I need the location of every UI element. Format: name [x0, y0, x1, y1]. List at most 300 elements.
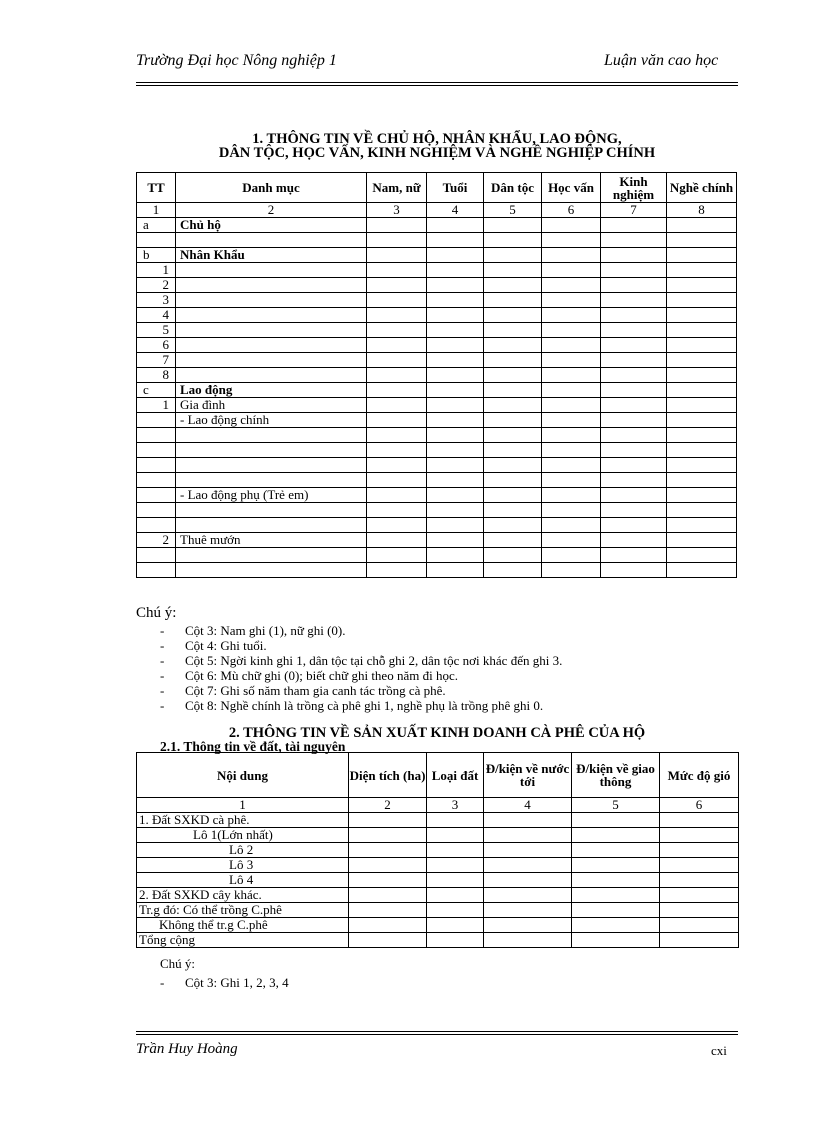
- table-cell[interactable]: [601, 263, 667, 278]
- table-cell[interactable]: [667, 368, 737, 383]
- note-item: [136, 653, 562, 668]
- note-text: Cột 4: Ghi tuổi.: [185, 638, 267, 653]
- notes1-title: Chú ý:: [136, 605, 177, 621]
- table-cell[interactable]: [667, 398, 737, 413]
- table-cell[interactable]: [660, 918, 739, 933]
- row-content: Tr.g đó: Có thể trồng C.phê: [137, 903, 349, 918]
- table-cell[interactable]: [484, 398, 542, 413]
- table-cell[interactable]: [484, 368, 542, 383]
- table-row: [137, 443, 737, 458]
- table-cell[interactable]: [484, 873, 572, 888]
- footer-page-number: cxi: [711, 1043, 727, 1058]
- table-cell[interactable]: [667, 503, 737, 518]
- table-cell[interactable]: [601, 473, 667, 488]
- table-cell[interactable]: [542, 323, 601, 338]
- table-row: [137, 368, 737, 383]
- row-tt: [137, 428, 176, 443]
- table-cell[interactable]: [601, 233, 667, 248]
- table-cell[interactable]: [601, 533, 667, 548]
- table-cell[interactable]: [667, 458, 737, 473]
- row-item: [176, 353, 367, 368]
- table-row: [137, 428, 737, 443]
- table-cell[interactable]: [367, 353, 427, 368]
- row-tt: 1: [137, 263, 176, 278]
- table-cell[interactable]: [601, 353, 667, 368]
- table-cell[interactable]: [601, 488, 667, 503]
- col-number: 3: [427, 798, 484, 813]
- table-cell[interactable]: [542, 503, 601, 518]
- table-cell[interactable]: [572, 873, 660, 888]
- col-number: 7: [601, 203, 667, 218]
- table-cell[interactable]: [542, 383, 601, 398]
- table-cell[interactable]: [542, 563, 601, 578]
- table-cell[interactable]: [427, 263, 484, 278]
- table-cell[interactable]: [349, 918, 427, 933]
- table-cell[interactable]: [367, 248, 427, 263]
- table-cell[interactable]: [484, 503, 542, 518]
- table-row: [137, 503, 737, 518]
- table-cell[interactable]: [367, 458, 427, 473]
- table-cell[interactable]: [367, 563, 427, 578]
- table-cell[interactable]: [667, 218, 737, 233]
- note-text: Cột 3: Ghi 1, 2, 3, 4: [185, 975, 289, 990]
- table-cell[interactable]: [667, 488, 737, 503]
- col-header: Danh mục: [176, 173, 367, 203]
- row-tt: c: [137, 383, 176, 398]
- row-item: [176, 338, 367, 353]
- row-tt: [137, 443, 176, 458]
- table-cell[interactable]: [367, 503, 427, 518]
- table-cell[interactable]: [427, 533, 484, 548]
- table-cell[interactable]: [367, 278, 427, 293]
- table-cell[interactable]: [601, 218, 667, 233]
- table-cell[interactable]: [484, 473, 542, 488]
- table-cell[interactable]: [667, 293, 737, 308]
- table-cell[interactable]: [427, 353, 484, 368]
- table-cell[interactable]: [427, 888, 484, 903]
- table-cell[interactable]: [484, 218, 542, 233]
- table-cell[interactable]: [484, 458, 542, 473]
- table-cell[interactable]: [484, 518, 542, 533]
- table-cell[interactable]: [542, 518, 601, 533]
- table-cell[interactable]: [660, 888, 739, 903]
- table-cell[interactable]: [367, 308, 427, 323]
- table-cell[interactable]: [367, 488, 427, 503]
- table-row: [137, 398, 737, 413]
- row-content: 2. Đất SXKD cây khác.: [137, 888, 349, 903]
- table-cell[interactable]: [427, 278, 484, 293]
- row-content: Lô 3: [137, 858, 349, 873]
- table-row: [137, 548, 737, 563]
- table-cell[interactable]: [601, 368, 667, 383]
- row-item: [176, 278, 367, 293]
- col-number: 6: [660, 798, 739, 813]
- table-cell[interactable]: [667, 308, 737, 323]
- row-item: [176, 293, 367, 308]
- table-cell[interactable]: [427, 873, 484, 888]
- note-text: Cột 6: Mù chữ ghi (0); biết chữ ghi theo năm đi học.: [185, 668, 458, 683]
- table-row: [137, 858, 739, 873]
- row-tt: [137, 458, 176, 473]
- table-cell[interactable]: [427, 383, 484, 398]
- table-cell[interactable]: [660, 933, 739, 948]
- table-cell[interactable]: [542, 473, 601, 488]
- row-item: [176, 458, 367, 473]
- table-cell[interactable]: [427, 548, 484, 563]
- row-item: - Lao động phụ (Trẻ em): [176, 488, 367, 503]
- table-row: [137, 458, 737, 473]
- table-cell[interactable]: [601, 413, 667, 428]
- table-cell[interactable]: [542, 533, 601, 548]
- table-cell[interactable]: [542, 248, 601, 263]
- table-cell[interactable]: [367, 548, 427, 563]
- land-info-table: [136, 752, 739, 948]
- table-cell[interactable]: [601, 548, 667, 563]
- section2-title: 2. THÔNG TIN VỀ SẢN XUẤT KINH DOANH CÀ PHÊ CỦA HỘ: [228, 725, 646, 741]
- table-row: [137, 918, 739, 933]
- table-cell[interactable]: [349, 813, 427, 828]
- row-item: [176, 563, 367, 578]
- table-cell[interactable]: [542, 458, 601, 473]
- table-cell[interactable]: [349, 828, 427, 843]
- row-tt: 2: [137, 533, 176, 548]
- table-cell[interactable]: [484, 888, 572, 903]
- table-cell[interactable]: [367, 518, 427, 533]
- table-cell[interactable]: [484, 813, 572, 828]
- table-cell[interactable]: [367, 293, 427, 308]
- table-cell[interactable]: [542, 293, 601, 308]
- table-cell[interactable]: [427, 413, 484, 428]
- table-cell[interactable]: [484, 233, 542, 248]
- row-tt: a: [137, 218, 176, 233]
- table-cell[interactable]: [484, 563, 542, 578]
- col-header: Nghề chính: [667, 173, 737, 203]
- table-cell[interactable]: [667, 473, 737, 488]
- row-item: [176, 548, 367, 563]
- header-doc-type: Luận văn cao học: [604, 52, 719, 69]
- table-cell[interactable]: [349, 873, 427, 888]
- table-cell[interactable]: [427, 918, 484, 933]
- table-cell[interactable]: [484, 533, 542, 548]
- table-cell[interactable]: [484, 323, 542, 338]
- table-cell[interactable]: [367, 383, 427, 398]
- table-cell[interactable]: [542, 488, 601, 503]
- table-cell[interactable]: [542, 263, 601, 278]
- table-cell[interactable]: [367, 323, 427, 338]
- table-cell[interactable]: [601, 338, 667, 353]
- col-number: 2: [176, 203, 367, 218]
- table-cell[interactable]: [601, 443, 667, 458]
- table-cell[interactable]: [427, 443, 484, 458]
- row-content: 1. Đất SXKD cà phê.: [137, 813, 349, 828]
- row-content: Lô 1(Lớn nhất): [137, 828, 349, 843]
- footer-author: Trần Huy Hoàng: [136, 1041, 238, 1057]
- table-cell[interactable]: [601, 503, 667, 518]
- table-cell[interactable]: [667, 548, 737, 563]
- col-header: Đ/kiện về nước tới: [484, 753, 572, 798]
- col-header: Nội dung: [137, 753, 349, 798]
- table-cell[interactable]: [601, 323, 667, 338]
- table-cell[interactable]: [427, 338, 484, 353]
- table-cell[interactable]: [601, 308, 667, 323]
- table-cell[interactable]: [484, 338, 542, 353]
- table-cell[interactable]: [601, 383, 667, 398]
- table-cell[interactable]: [427, 813, 484, 828]
- table-cell[interactable]: [601, 428, 667, 443]
- bullet-dash: -: [160, 638, 165, 653]
- col-header: Mức độ gió: [660, 753, 739, 798]
- table-row: [137, 263, 737, 278]
- table-cell[interactable]: [660, 858, 739, 873]
- table-cell[interactable]: [667, 323, 737, 338]
- table-cell[interactable]: [484, 293, 542, 308]
- table-cell[interactable]: [427, 473, 484, 488]
- table-cell[interactable]: [601, 563, 667, 578]
- table-cell[interactable]: [667, 533, 737, 548]
- table-cell[interactable]: [484, 278, 542, 293]
- col-header: Đ/kiện về giao thông: [572, 753, 660, 798]
- table-row: [137, 338, 737, 353]
- row-tt: 5: [137, 323, 176, 338]
- table-row: [137, 903, 739, 918]
- table-cell[interactable]: [667, 428, 737, 443]
- table-row: [137, 488, 737, 503]
- table-cell[interactable]: [367, 428, 427, 443]
- table-cell[interactable]: [667, 233, 737, 248]
- table-cell[interactable]: [667, 518, 737, 533]
- table-cell[interactable]: [542, 548, 601, 563]
- table-row: [137, 813, 739, 828]
- col-number: 1: [137, 203, 176, 218]
- table-row: [137, 888, 739, 903]
- table-cell[interactable]: [572, 888, 660, 903]
- table-cell[interactable]: [660, 828, 739, 843]
- table-cell[interactable]: [427, 828, 484, 843]
- table-cell[interactable]: [572, 813, 660, 828]
- table-cell[interactable]: [484, 308, 542, 323]
- table-row: [137, 563, 737, 578]
- col-number: 6: [542, 203, 601, 218]
- row-item: - Lao động chính: [176, 413, 367, 428]
- row-item: [176, 518, 367, 533]
- header-school: Trường Đại học Nông nghiệp 1: [136, 52, 337, 69]
- table-cell[interactable]: [542, 278, 601, 293]
- table-cell[interactable]: [427, 458, 484, 473]
- table-cell[interactable]: [572, 933, 660, 948]
- table-cell[interactable]: [660, 903, 739, 918]
- table-row: [137, 828, 739, 843]
- table-cell[interactable]: [484, 903, 572, 918]
- note-text: Cột 5: Ngời kinh ghi 1, dân tộc tại chỗ ghi 2, dân tộc nơi khác đến ghi 3.: [185, 653, 563, 668]
- table-cell[interactable]: [601, 293, 667, 308]
- table-row: [137, 353, 737, 368]
- col-number: 4: [427, 203, 484, 218]
- table-cell[interactable]: [572, 843, 660, 858]
- row-tt: 2: [137, 278, 176, 293]
- table-cell[interactable]: [367, 413, 427, 428]
- note-item: [136, 638, 562, 653]
- table-cell[interactable]: [667, 353, 737, 368]
- col-number: 5: [572, 798, 660, 813]
- table-cell[interactable]: [427, 323, 484, 338]
- header-rule: [136, 82, 738, 83]
- table-cell[interactable]: [484, 933, 572, 948]
- row-item: Thuê mướn: [176, 533, 367, 548]
- table-cell[interactable]: [484, 413, 542, 428]
- table-row: [137, 308, 737, 323]
- table-cell[interactable]: [427, 428, 484, 443]
- footer-rule: [136, 1031, 738, 1032]
- table-cell[interactable]: [367, 398, 427, 413]
- table-cell[interactable]: [601, 248, 667, 263]
- table-cell[interactable]: [484, 843, 572, 858]
- table-cell[interactable]: [601, 458, 667, 473]
- table-row: [137, 933, 739, 948]
- table-cell[interactable]: [667, 413, 737, 428]
- table-cell[interactable]: [349, 933, 427, 948]
- table-cell[interactable]: [367, 218, 427, 233]
- table-cell[interactable]: [484, 383, 542, 398]
- row-item: Nhân Khẩu: [176, 248, 367, 263]
- table-cell[interactable]: [427, 488, 484, 503]
- row-tt: [137, 473, 176, 488]
- table-cell[interactable]: [427, 293, 484, 308]
- table-cell[interactable]: [484, 828, 572, 843]
- section1-title-line1: 1. THÔNG TIN VỀ CHỦ HỘ, NHÂN KHẨU, LAO ĐỘNG,: [252, 131, 622, 147]
- table-cell[interactable]: [667, 263, 737, 278]
- row-tt: [137, 413, 176, 428]
- table-cell[interactable]: [367, 533, 427, 548]
- table-cell[interactable]: [427, 933, 484, 948]
- table-cell[interactable]: [601, 278, 667, 293]
- table-cell[interactable]: [349, 888, 427, 903]
- table-cell[interactable]: [667, 383, 737, 398]
- table-cell[interactable]: [667, 278, 737, 293]
- table-cell[interactable]: [484, 428, 542, 443]
- row-tt: [137, 233, 176, 248]
- col-number: 3: [367, 203, 427, 218]
- table-cell[interactable]: [542, 443, 601, 458]
- table-cell[interactable]: [427, 233, 484, 248]
- row-tt: 6: [137, 338, 176, 353]
- table-cell[interactable]: [367, 233, 427, 248]
- note-item: [136, 683, 562, 698]
- table-cell[interactable]: [367, 443, 427, 458]
- row-item: [176, 503, 367, 518]
- table-cell[interactable]: [542, 428, 601, 443]
- table-cell[interactable]: [427, 503, 484, 518]
- row-tt: 3: [137, 293, 176, 308]
- table-cell[interactable]: [572, 828, 660, 843]
- table-cell[interactable]: [484, 918, 572, 933]
- col-header: TT: [137, 173, 176, 203]
- col-header: Dân tộc: [484, 173, 542, 203]
- row-item: [176, 323, 367, 338]
- table-row: [137, 218, 737, 233]
- table-cell[interactable]: [427, 218, 484, 233]
- table-cell[interactable]: [427, 248, 484, 263]
- table-cell[interactable]: [367, 473, 427, 488]
- table-cell[interactable]: [484, 548, 542, 563]
- row-tt: [137, 548, 176, 563]
- table-cell[interactable]: [660, 873, 739, 888]
- table-row: [137, 843, 739, 858]
- table-cell[interactable]: [542, 308, 601, 323]
- table-cell[interactable]: [484, 858, 572, 873]
- table-cell[interactable]: [427, 843, 484, 858]
- col-header: Học vấn: [542, 173, 601, 203]
- table-cell[interactable]: [427, 518, 484, 533]
- table-row: [137, 293, 737, 308]
- table-cell[interactable]: [427, 368, 484, 383]
- table-cell[interactable]: [601, 398, 667, 413]
- table-cell[interactable]: [542, 368, 601, 383]
- table-cell[interactable]: [349, 858, 427, 873]
- table-cell[interactable]: [427, 563, 484, 578]
- col-header: Tuổi: [427, 173, 484, 203]
- row-content: Không thể tr.g C.phê: [137, 918, 349, 933]
- table-cell[interactable]: [349, 903, 427, 918]
- bullet-dash: -: [160, 623, 165, 638]
- row-item: [176, 443, 367, 458]
- table-row: [137, 873, 739, 888]
- section2-subtitle: 2.1. Thông tin về đất, tài nguyên: [160, 739, 346, 754]
- table-cell[interactable]: [667, 563, 737, 578]
- table-cell[interactable]: [484, 263, 542, 278]
- table-cell[interactable]: [542, 338, 601, 353]
- bullet-dash: -: [160, 698, 165, 713]
- table-row: [137, 278, 737, 293]
- bullet-dash: -: [160, 975, 165, 990]
- row-tt: [137, 488, 176, 503]
- footer-rule-2: [136, 1034, 738, 1035]
- table-cell[interactable]: [667, 248, 737, 263]
- table-cell[interactable]: [427, 903, 484, 918]
- table-cell[interactable]: [484, 488, 542, 503]
- table-cell[interactable]: [667, 338, 737, 353]
- table-cell[interactable]: [484, 353, 542, 368]
- table-cell[interactable]: [542, 398, 601, 413]
- bullet-dash: -: [160, 668, 165, 683]
- table-cell[interactable]: [572, 858, 660, 873]
- table-cell[interactable]: [572, 918, 660, 933]
- table-cell[interactable]: [427, 858, 484, 873]
- table-cell[interactable]: [542, 218, 601, 233]
- table-cell[interactable]: [484, 443, 542, 458]
- note-text: Cột 8: Nghề chính là trồng cà phê ghi 1, nghề phụ là trồng phê ghi 0.: [185, 698, 544, 713]
- table-cell[interactable]: [484, 248, 542, 263]
- table-cell[interactable]: [367, 263, 427, 278]
- table-cell[interactable]: [660, 843, 739, 858]
- table-cell[interactable]: [542, 413, 601, 428]
- table-cell[interactable]: [660, 813, 739, 828]
- notes1-list: [136, 623, 562, 713]
- table-cell[interactable]: [601, 518, 667, 533]
- table-cell[interactable]: [427, 308, 484, 323]
- table-cell[interactable]: [367, 338, 427, 353]
- table-cell[interactable]: [542, 353, 601, 368]
- table-cell[interactable]: [667, 443, 737, 458]
- table-cell[interactable]: [572, 903, 660, 918]
- table-row: [137, 533, 737, 548]
- section1-title-line2: DÂN TỘC, HỌC VẤN, KINH NGHIỆM VÀ NGHỀ NGHIỆP CHÍNH: [218, 145, 656, 161]
- table-cell[interactable]: [427, 398, 484, 413]
- table-row: [137, 518, 737, 533]
- table-cell[interactable]: [542, 233, 601, 248]
- col-number: 4: [484, 798, 572, 813]
- table-cell[interactable]: [367, 368, 427, 383]
- table-cell[interactable]: [349, 843, 427, 858]
